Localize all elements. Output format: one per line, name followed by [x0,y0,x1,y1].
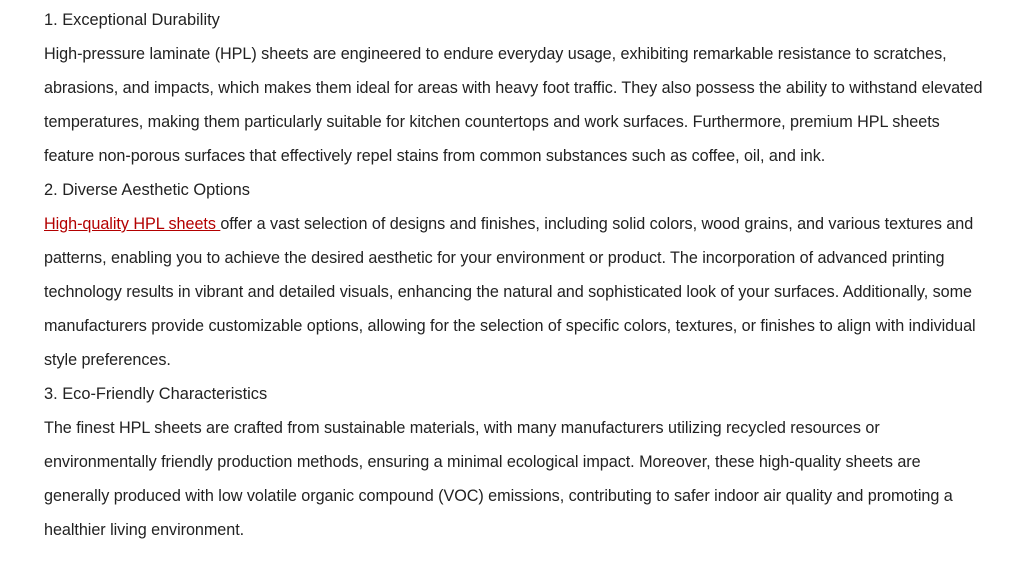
section-body-aesthetic-text: offer a vast selection of designs and finishes, including solid colors, wood grains, and various textures and patterns, enabling you to achieve the desired aesthetic for your environment or product. The incorporation of advanced printing technology results in vibrant and detailed visuals, enhancing the natural and sophisticated look of your surfaces. Additionally, some manufacturers provide customizable options, allowing for the selection of specific colors, textures, or finishes to align with individual style preferences. [44,215,976,369]
section-body-durability: High-pressure laminate (HPL) sheets are engineered to endure everyday usage, exhibiting remarkable resistance to scratches, abrasions, and impacts, which makes them ideal for areas with heavy foot traffic. They also possess the ability to withstand elevated temperatures, making them particularly suitable for kitchen countertops and work surfaces. Furthermore, premium HPL sheets feature non-porous surfaces that effectively repel stains from common substances such as coffee, oil, and ink. [44,45,983,165]
hpl-sheets-link[interactable]: High-quality HPL sheets [44,215,221,233]
article-content [44,3,984,547]
section-heading-eco: 3. Eco-Friendly Characteristics [44,385,268,403]
section-body-eco: The finest HPL sheets are crafted from sustainable materials, with many manufacturers utilizing recycled resources or environmentally friendly production methods, ensuring a minimal ecological impact. Moreover, these high-quality sheets are generally produced with low volatile organic compound (VOC) emissions, contributing to safer indoor air quality and promoting a healthier living environment. [44,419,953,539]
section-body-aesthetic [44,207,984,377]
section-heading-durability: 1. Exceptional Durability [44,11,220,29]
section-heading-aesthetic: 2. Diverse Aesthetic Options [44,181,250,199]
